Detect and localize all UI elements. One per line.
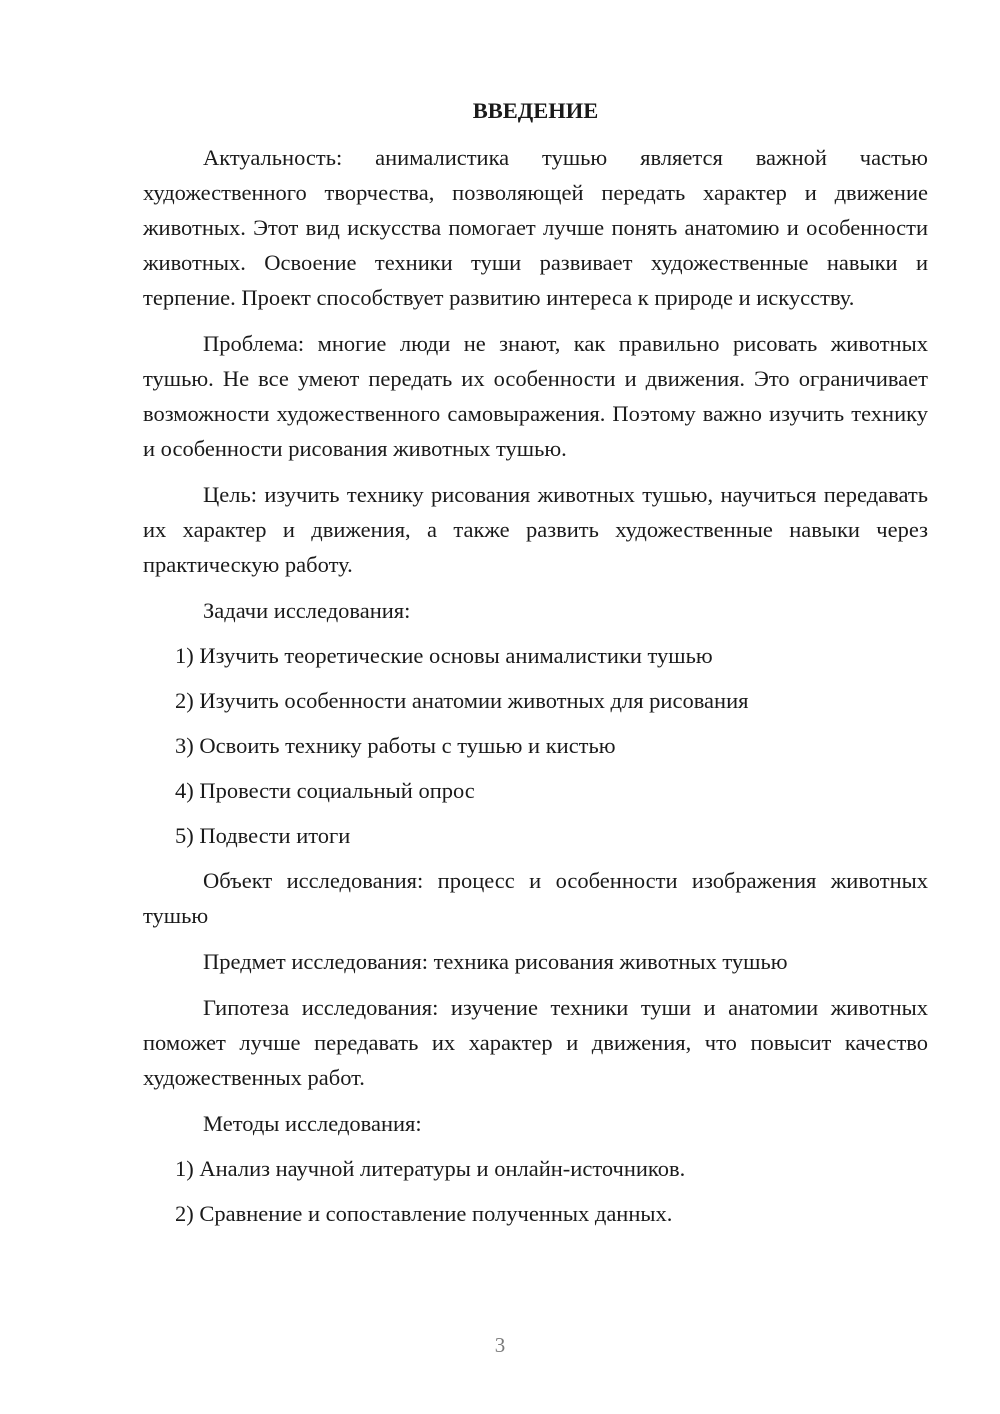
section-heading: ВВЕДЕНИЕ [472,98,599,123]
subject-paragraph: Предмет исследования: техника рисования животных тушью [203,949,788,974]
method-item: 2) Сравнение и сопоставление полученных данных. [175,1201,673,1226]
tasks-list [143,638,928,853]
task-item: 3) Освоить технику работы с тушью и кистью [175,733,616,758]
methods-list [143,1151,928,1231]
page-number: 3 [494,1333,506,1357]
problem-paragraph: Проблема: многие люди не знают, как правильно рисовать животных тушью. Не все умеют передать их особенности и движения. Это ограничивает возможности художественного самовыражения. Поэтому важно изучить технику и особенности рисования животных тушью. [143,331,928,461]
task-item: 2) Изучить особенности анатомии животных для рисования [175,688,749,713]
object-paragraph: Объект исследования: процесс и особенности изображения животных тушью [143,868,928,928]
task-item: 1) Изучить теоретические основы анималистики тушью [175,643,713,668]
task-item: 5) Подвести итоги [175,823,351,848]
method-item: 1) Анализ научной литературы и онлайн-источников. [175,1156,686,1181]
page-content [143,94,928,1241]
goal-paragraph: Цель: изучить технику рисования животных тушью, научиться передавать их характер и движения, а также развить художественные навыки через практическую работу. [143,482,928,577]
methods-label: Методы исследования: [203,1111,422,1136]
task-item: 4) Провести социальный опрос [175,778,475,803]
relevance-paragraph: Актуальность: анималистика тушью является важной частью художественного творчества, позволяющей передать характер и движение животных. Этот вид искусства помогает лучше понять анатомию и особенности животных. Освоение техники туши развивает художественные навыки и терпение. Проект способствует развитию интереса к природе и искусству. [143,145,928,310]
tasks-label: Задачи исследования: [203,598,411,623]
hypothesis-paragraph: Гипотеза исследования: изучение техники туши и анатомии животных поможет лучше передавать их характер и движения, что повысит качество художественных работ. [143,995,928,1090]
